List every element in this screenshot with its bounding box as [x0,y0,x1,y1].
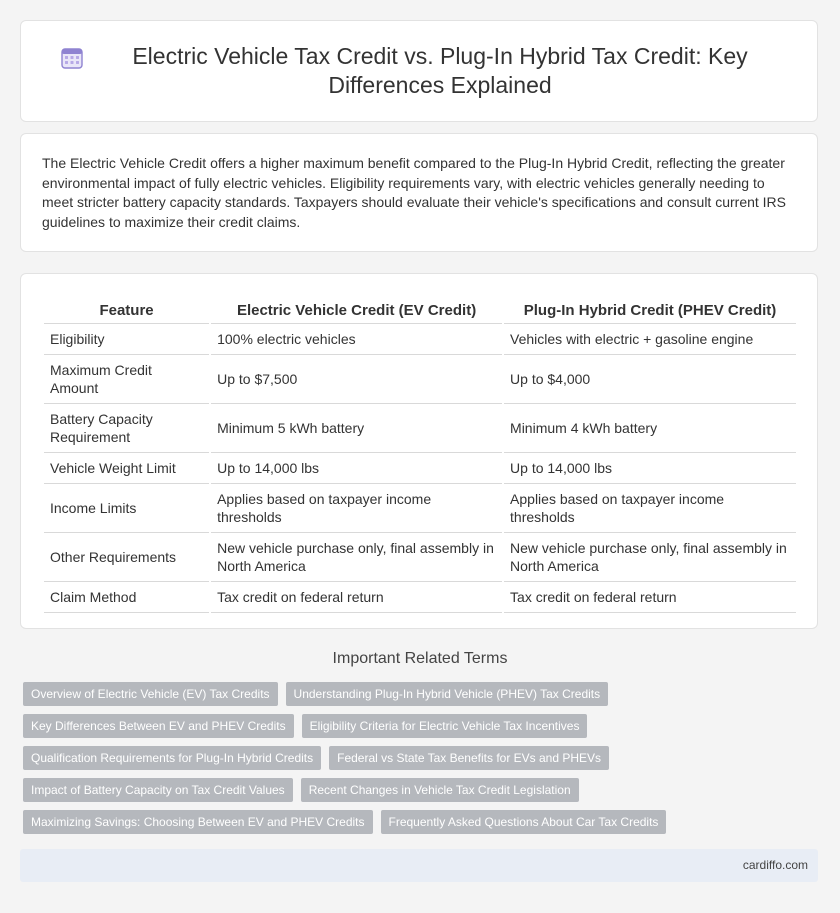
phev-cell: Up to $4,000 [504,355,796,404]
header [21,21,817,121]
column-header-feature: Feature [44,293,209,324]
phev-cell: New vehicle purchase only, final assembly in North America [504,533,796,582]
ev-cell: Tax credit on federal return [211,582,502,613]
related-term-tag[interactable]: Eligibility Criteria for Electric Vehicle Tax Incentives [302,714,588,738]
feature-cell: Claim Method [44,582,209,613]
header-card [20,20,818,122]
phev-cell: Applies based on taxpayer income thresholds [504,484,796,533]
feature-cell: Vehicle Weight Limit [44,453,209,484]
feature-cell: Income Limits [44,484,209,533]
comparison-card [20,273,818,629]
related-term-tag[interactable]: Understanding Plug-In Hybrid Vehicle (PHEV) Tax Credits [286,682,609,706]
ev-cell: Applies based on taxpayer income thresholds [211,484,502,533]
table-row [44,355,796,404]
related-term-tag[interactable]: Federal vs State Tax Benefits for EVs and PHEVs [329,746,609,770]
ev-cell: Up to 14,000 lbs [211,453,502,484]
page-title: Electric Vehicle Tax Credit vs. Plug-In Hybrid Tax Credit: Key Differences Explained [132,43,748,98]
related-terms-list [23,682,823,842]
tag-row [23,810,823,834]
column-header-ev-credit: Electric Vehicle Credit (EV Credit) [211,293,502,324]
related-term-tag[interactable]: Key Differences Between EV and PHEV Credits [23,714,294,738]
ev-cell: 100% electric vehicles [211,324,502,355]
ev-cell: New vehicle purchase only, final assembly in North America [211,533,502,582]
tag-row [23,778,823,802]
table-row [44,484,796,533]
footer-site-link[interactable]: cardiffo.com [742,858,808,872]
summary-text: The Electric Vehicle Credit offers a higher maximum benefit compared to the Plug-In Hybrid Credit, reflecting the greater environmental impact of fully electric vehicles. Eligibility requirements vary, with electric vehicles generally needing to meet stricter battery capacity standards. Taxpayers should evaluate their vehicle's specifications and consult current IRS guidelines to maximize their credit claims. [42,155,787,230]
tag-row [23,682,823,706]
phev-cell: Tax credit on federal return [504,582,796,613]
table-row [44,582,796,613]
feature-cell: Battery Capacity Requirement [44,404,209,453]
related-terms-title: Important Related Terms [332,650,508,667]
comparison-table [42,293,798,613]
tag-row [23,746,823,770]
table-row [44,533,796,582]
footer [20,849,818,882]
feature-cell: Eligibility [44,324,209,355]
phev-cell: Vehicles with electric + gasoline engine [504,324,796,355]
column-header-phev-credit: Plug-In Hybrid Credit (PHEV Credit) [504,293,796,324]
ev-cell: Up to $7,500 [211,355,502,404]
feature-cell: Other Requirements [44,533,209,582]
related-term-tag[interactable]: Qualification Requirements for Plug-In Hybrid Credits [23,746,321,770]
phev-cell: Minimum 4 kWh battery [504,404,796,453]
related-term-tag[interactable]: Frequently Asked Questions About Car Tax Credits [381,810,667,834]
related-term-tag[interactable]: Impact of Battery Capacity on Tax Credit Values [23,778,293,802]
feature-cell: Maximum Credit Amount [44,355,209,404]
ev-cell: Minimum 5 kWh battery [211,404,502,453]
summary-card [20,133,818,252]
table-row [44,404,796,453]
calendar-icon [61,47,83,69]
table-row [44,453,796,484]
table-header-row [44,293,796,324]
related-term-tag[interactable]: Maximizing Savings: Choosing Between EV and PHEV Credits [23,810,373,834]
tag-row [23,714,823,738]
related-term-tag[interactable]: Overview of Electric Vehicle (EV) Tax Credits [23,682,278,706]
phev-cell: Up to 14,000 lbs [504,453,796,484]
related-term-tag[interactable]: Recent Changes in Vehicle Tax Credit Legislation [301,778,579,802]
table-row [44,324,796,355]
